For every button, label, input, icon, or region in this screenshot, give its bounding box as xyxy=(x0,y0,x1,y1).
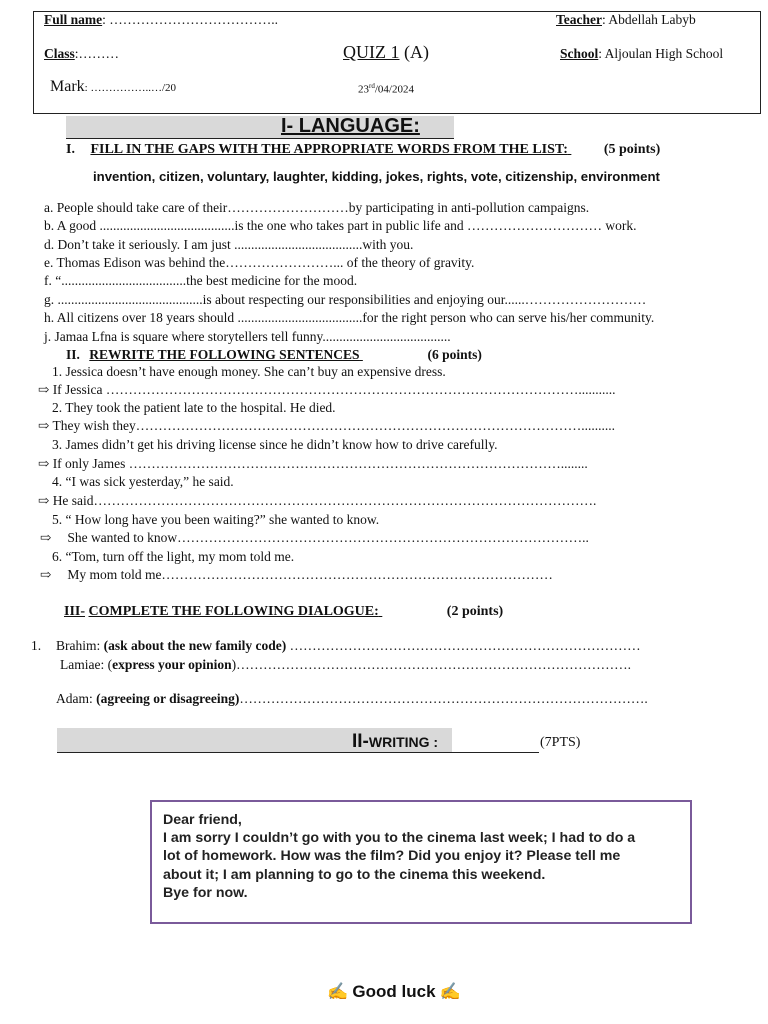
writing-title-prefix: II- xyxy=(352,731,369,752)
writing-underline xyxy=(57,752,539,753)
gap-item-g: g. ...........................................is about respecting our responsibilities and enjoying our......……………………… xyxy=(44,292,647,307)
date-rest: /04/2024 xyxy=(374,83,414,96)
dialogue-blank[interactable]: …………………………………………………………………… xyxy=(286,638,641,653)
gap-item-j: j. Jamaa Lfna is square where storytellers tell funny...................................... xyxy=(44,329,451,344)
language-title: I- LANGUAGE: xyxy=(281,115,420,137)
school-value: : Aljoulan High School xyxy=(598,46,724,61)
rewrite-sentence-1: 1. Jessica doesn’t have enough money. She can’t buy an expensive dress. xyxy=(52,364,446,379)
prompt-letter-box xyxy=(150,800,692,924)
gap-item-b: b. A good ........................................is the one who takes part in public life and ………………………… work. xyxy=(44,218,637,233)
date-suffix: rd xyxy=(369,82,375,90)
quiz-title-line xyxy=(343,42,429,63)
quiz-date xyxy=(358,82,414,96)
rewrite-sentence-3: 3. James didn’t get his driving license since he didn’t know how to drive carefully. xyxy=(52,437,498,452)
mark-line xyxy=(50,78,176,96)
rewrite-sentence-2: 2. They took the patient late to the hospital. He died. xyxy=(52,400,336,415)
letter-line: Dear friend, xyxy=(163,812,242,828)
rewrite-answer-1-text[interactable]: If Jessica ……………………………………………………………………………………………........... xyxy=(52,382,616,397)
writing-hand-icon: ✍ xyxy=(439,982,461,1001)
dialogue-speaker: Adam: xyxy=(56,691,97,706)
full-name-line xyxy=(44,12,278,28)
part3-title: COMPLETE THE FOLLOWING DIALOGUE: xyxy=(88,604,379,619)
class-label: Class xyxy=(44,46,75,61)
full-name-label: Full name xyxy=(44,12,103,27)
gap-item-e: e. Thomas Edison was behind the……………………... of the theory of gravity. xyxy=(44,255,475,270)
dialogue-blank[interactable]: ………………………………………………………………………………. xyxy=(239,691,648,706)
dialogue-cue: express your opinion xyxy=(112,657,232,672)
teacher-value: : Abdellah Labyb xyxy=(602,12,696,27)
rewrite-answer-5 xyxy=(40,530,589,546)
writing-title xyxy=(352,731,438,753)
mark-label: Mark xyxy=(50,78,85,95)
good-luck-text: Good luck xyxy=(352,982,436,1001)
writing-title-word: WRITING xyxy=(368,734,430,750)
dialogue-cue: (ask about the new family code) xyxy=(103,638,287,653)
letter-line: I am sorry I couldn’t go with you to the cinema last week; I had to do a xyxy=(163,830,636,847)
part2-title: REWRITE THE FOLLOWING SENTENCES xyxy=(89,347,360,362)
rewrite-answer-5-text[interactable]: She wanted to know……………………………………………………………………………….. xyxy=(67,530,589,545)
part2-heading xyxy=(66,347,482,363)
writing-points: (7PTS) xyxy=(540,735,581,750)
date-day: 23 xyxy=(358,83,369,96)
rewrite-sentence-6: 6. “Tom, turn off the light, my mom told me. xyxy=(52,549,295,564)
arrow-icon: ⇨ xyxy=(40,530,52,545)
school-line xyxy=(560,46,723,62)
dialogue-line-brahim xyxy=(56,638,641,654)
dialogue-speaker: Lamiae: ( xyxy=(60,657,113,672)
class-line xyxy=(44,46,119,62)
gap-item-d: d. Don’t take it seriously. I am just ......................................with you. xyxy=(44,237,414,252)
part1-points: (5 points) xyxy=(603,142,661,157)
good-luck xyxy=(327,982,461,1002)
dialogue-line-adam xyxy=(56,691,648,707)
part3-points: (2 points) xyxy=(446,604,504,619)
rewrite-answer-2 xyxy=(38,418,615,434)
rewrite-answer-3-text[interactable]: If only James ……………………………………………………………………………………........ xyxy=(52,456,588,471)
word-list: invention, citizen, voluntary, laughter, kidding, jokes, rights, vote, citizenship, environment xyxy=(93,169,660,184)
class-blank[interactable]: :……… xyxy=(74,46,120,61)
arrow-icon: ⇨ xyxy=(38,418,50,433)
dialogue-speaker: Brahim: xyxy=(56,638,104,653)
dialogue-num: 1. xyxy=(31,638,42,653)
rewrite-answer-6-text[interactable]: My mom told me…………………………………………………………………………… xyxy=(67,567,553,582)
rewrite-answer-2-text[interactable]: They wish they……………………………………………………………………………………….......... xyxy=(52,418,615,433)
quiz-version: (A) xyxy=(399,42,429,62)
writing-hand-icon: ✍ xyxy=(327,982,349,1001)
letter-line: Bye for now. xyxy=(163,884,248,901)
rewrite-answer-4 xyxy=(38,493,596,509)
letter-line: lot of homework. How was the film? Did you enjoy it? Please tell me xyxy=(163,848,621,865)
part2-num: II. xyxy=(66,347,80,362)
dialogue-cue: (agreeing or disagreeing) xyxy=(96,691,240,706)
part3-num: III- xyxy=(64,604,86,619)
rewrite-answer-3 xyxy=(38,456,588,472)
arrow-icon: ⇨ xyxy=(38,382,50,397)
arrow-icon: ⇨ xyxy=(40,567,52,582)
part3-heading xyxy=(64,604,503,620)
part1-heading xyxy=(66,142,660,158)
teacher-line xyxy=(556,12,696,28)
arrow-icon: ⇨ xyxy=(38,456,50,471)
mark-blank[interactable]: : ……………..…/20 xyxy=(84,82,177,94)
dialogue-line-lamiae xyxy=(60,657,631,673)
gap-item-a: a. People should take care of their………………………by participating in anti-pollution campaigns. xyxy=(44,200,590,215)
rewrite-answer-4-text[interactable]: He said…………………………………………………………………………………………………. xyxy=(52,493,597,508)
letter-line: about it; I am planning to go to the cinema this weekend. xyxy=(163,866,546,883)
rewrite-sentence-4: 4. “I was sick yesterday,” he said. xyxy=(52,474,234,489)
part2-points: (6 points) xyxy=(427,347,482,362)
arrow-icon: ⇨ xyxy=(38,493,50,508)
part1-num: I. xyxy=(66,142,75,157)
full-name-blank[interactable]: : ……………………………….. xyxy=(102,12,279,27)
rewrite-answer-6 xyxy=(40,567,553,583)
writing-title-colon: : xyxy=(429,734,439,750)
gap-item-h: h. All citizens over 18 years should .....................................for the right person who can serve his/her community. xyxy=(44,310,655,325)
quiz-title: QUIZ 1 xyxy=(343,42,400,62)
school-label: School xyxy=(560,46,599,61)
part1-title: FILL IN THE GAPS WITH THE APPROPRIATE WORDS FROM THE LIST: xyxy=(90,142,568,157)
prompt-letter xyxy=(163,811,635,902)
teacher-label: Teacher xyxy=(556,12,602,27)
dialogue-blank[interactable]: )……………………………………………………………………………. xyxy=(231,657,632,672)
rewrite-sentence-5: 5. “ How long have you been waiting?” she wanted to know. xyxy=(52,512,380,527)
rewrite-answer-1 xyxy=(38,382,616,398)
gap-item-f: f. “.....................................the best medicine for the mood. xyxy=(44,273,358,288)
